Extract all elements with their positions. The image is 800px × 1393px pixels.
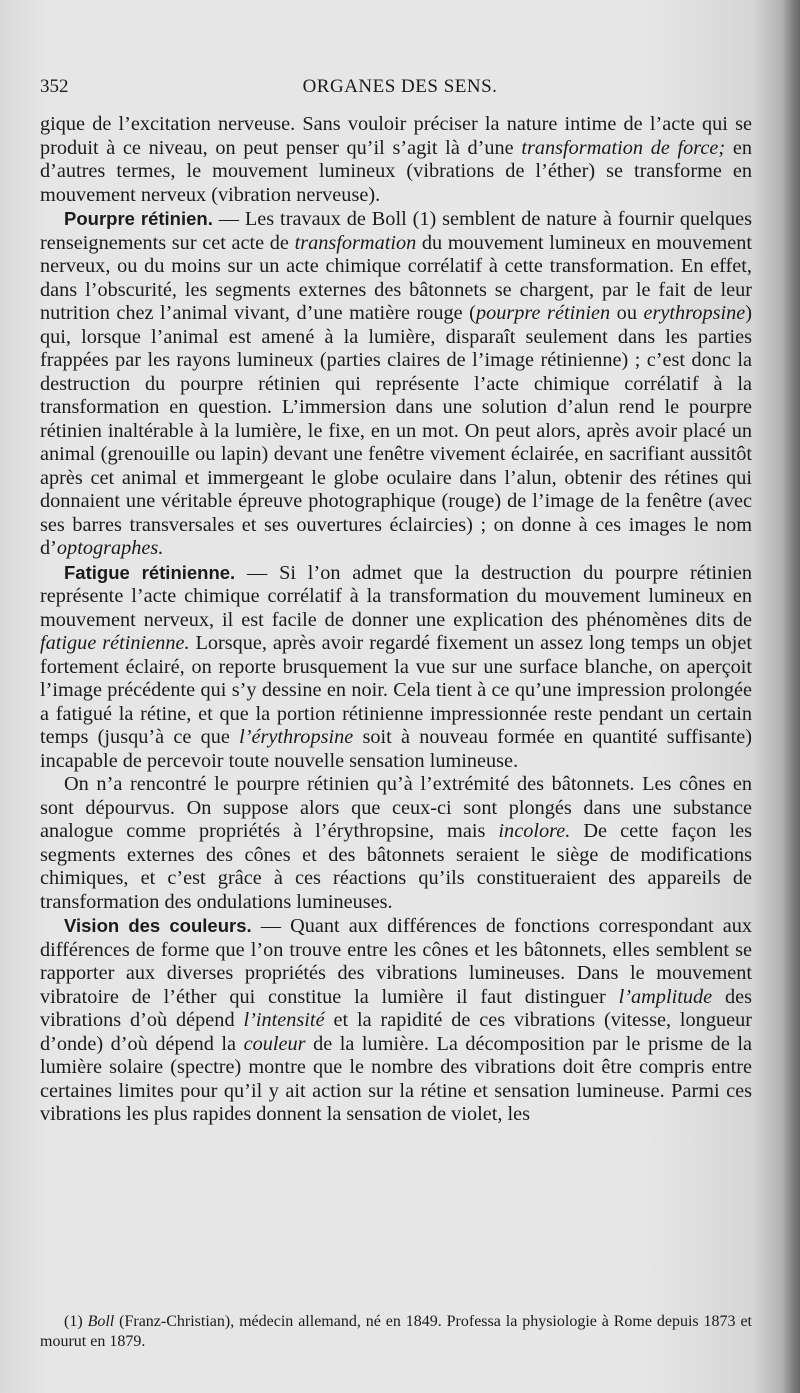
italic-text: erythropsine <box>643 302 746 324</box>
text-run: De cette façon les segments externes des cônes et des bâtonnets seraient le siège de modifications chimiques, et c’est grâce à ces réactions qu’ils constitueraient des appareils de transformation des ondulations lumineuses. <box>40 820 753 913</box>
text-run: en d’autres termes, le mouvement lumineux (vibrations de l’éther) se transforme en mouvement nerveux (vibration nerveuse). <box>40 136 752 206</box>
paragraph-continuation <box>40 113 752 207</box>
text-run: Lorsque, après avoir regardé fixement un assez long temps un objet fortement éclairé, on reporte brusquement la vue sur une surface blanche, on aperçoit l’image précédente qui s’y dessine en noir. Cela tient à ce qu’une impression prolongée a fatigué la rétine, et que la portion rétinienne impressionnée reste pendant un certain temps (jusqu’à ce que <box>40 632 752 748</box>
section-heading: Fatigue rétinienne. <box>64 561 236 583</box>
page-number: 352 <box>40 76 69 97</box>
italic-text: l’érythropsine <box>239 726 354 748</box>
footnote <box>40 1312 752 1352</box>
page-body <box>40 113 752 1127</box>
running-title: ORGANES DES SENS. <box>302 76 498 97</box>
paragraph-pourpre-retinien <box>40 207 752 561</box>
paragraph-cones <box>40 773 752 914</box>
running-header <box>40 76 760 102</box>
italic-text: fatigue rétinienne. <box>40 632 190 654</box>
text-run: (Franz-Christian), médecin allemand, né en 1849. Professa la physiologie à Rome depuis 1873 et mourut en 1879. <box>40 1313 752 1350</box>
italic-text: incolore. <box>498 820 571 842</box>
italic-text: l’amplitude <box>618 985 713 1008</box>
italic-text: transformation <box>294 231 417 254</box>
italic-text: transformation de force; <box>521 136 726 159</box>
text-run: — Quant aux différences de fonctions correspondant aux différences de forme que l’on trouve entre les cônes et les bâtonnets, elles semblent se rapporter aux diverses propriétés des vibrations lumineuses. Dans le mouvement vibratoire de l’éther qui constitue la lumière il faut distinguer <box>40 915 752 1008</box>
italic-text: optographes. <box>56 537 164 559</box>
paragraph-vision-des-couleurs <box>40 914 752 1127</box>
text-run: soit à nouveau formée en quantité suffisante) incapable de percevoir toute nouvelle sensation lumineuse. <box>40 726 752 772</box>
text-run: ) qui, lorsque l’animal est amené à la lumière, disparaît seulement dans les parties frappées par les rayons lumineux (parties claires de l’image rétinienne) ; c’est donc la destruction du pourpre rétinien qui représente l’acte chimique corrélatif à la transformation en question. L’immersion dans une solution d’alun rend le pourpre rétinien inaltérable à la lumière, le fixe, en un mot. On peut alors, après avoir placé un animal (grenouille ou lapin) devant une fenêtre vivement éclairée, en sacrifiant aussitôt après cet animal et immergeant le globe oculaire dans l’alun, obtenir des rétines qui donnaient une véritable épreuve photographique (rouge) de l’image de la fenêtre (avec ses barres transversales et ses ouvertures éclaircies) ; on donne à ces images le nom d’ <box>40 302 753 559</box>
text-run: gique de l’excitation nerveuse. Sans vouloir préciser la nature intime de l’acte qui se produit à ce niveau, on peut penser qu’il s’agit là d’une <box>40 113 752 159</box>
text-run: — Si l’on admet que la destruction du pourpre rétinien représente l’acte chimique corrélatif à la transformation du mouvement lumineux en mouvement nerveux, il est facile de donner une explication des phénomènes dits de <box>40 561 752 631</box>
italic-text: pourpre rétinien <box>475 302 611 324</box>
italic-text: Boll <box>87 1313 115 1330</box>
text-run: des vibrations d’où dépend <box>40 985 752 1031</box>
text-run: On n’a rencontré le pourpre rétinien qu’à l’extrémité des bâtonnets. Les cônes en sont dépourvus. On suppose alors que ceux-ci sont plongés dans une substance analogue comme propriétés à l’érythropsine, mais <box>40 773 752 842</box>
paragraph-fatigue-retinienne <box>40 561 752 774</box>
text-run: — Les travaux de Boll (1) semblent de nature à fournir quelques renseignements sur cet acte de <box>40 208 752 254</box>
page-edge-shadow <box>782 0 800 1393</box>
text-run: du mouvement lumineux en mouvement nerveux, ou du moins sur un acte chimique corrélatif à cette transformation. En effet, dans l’obscurité, les segments externes des bâtonnets se chargent, par le fait de leur nutrition chez l’animal vivant, d’une matière rouge ( <box>40 231 753 324</box>
text-run: et la rapidité de ces vibrations (vitesse, longueur d’onde) d’où dépend la <box>40 1009 752 1055</box>
section-heading: Vision des couleurs. <box>64 915 252 936</box>
text-run: de la lumière. La décomposition par le prisme de la lumière solaire (spectre) montre que le nombre des vibrations doit être compris entre certaines limites pour qu’il y ait action sur la rétine et sensation lumineuse. Parmi ces vibrations les plus rapides donnent la sensation de violet, les <box>40 1032 752 1125</box>
italic-text: couleur <box>243 1032 306 1055</box>
text-run: ou <box>610 302 644 324</box>
section-heading: Pourpre rétinien. <box>64 208 213 229</box>
text-run: (1) <box>64 1313 88 1330</box>
italic-text: l’intensité <box>243 1009 325 1031</box>
